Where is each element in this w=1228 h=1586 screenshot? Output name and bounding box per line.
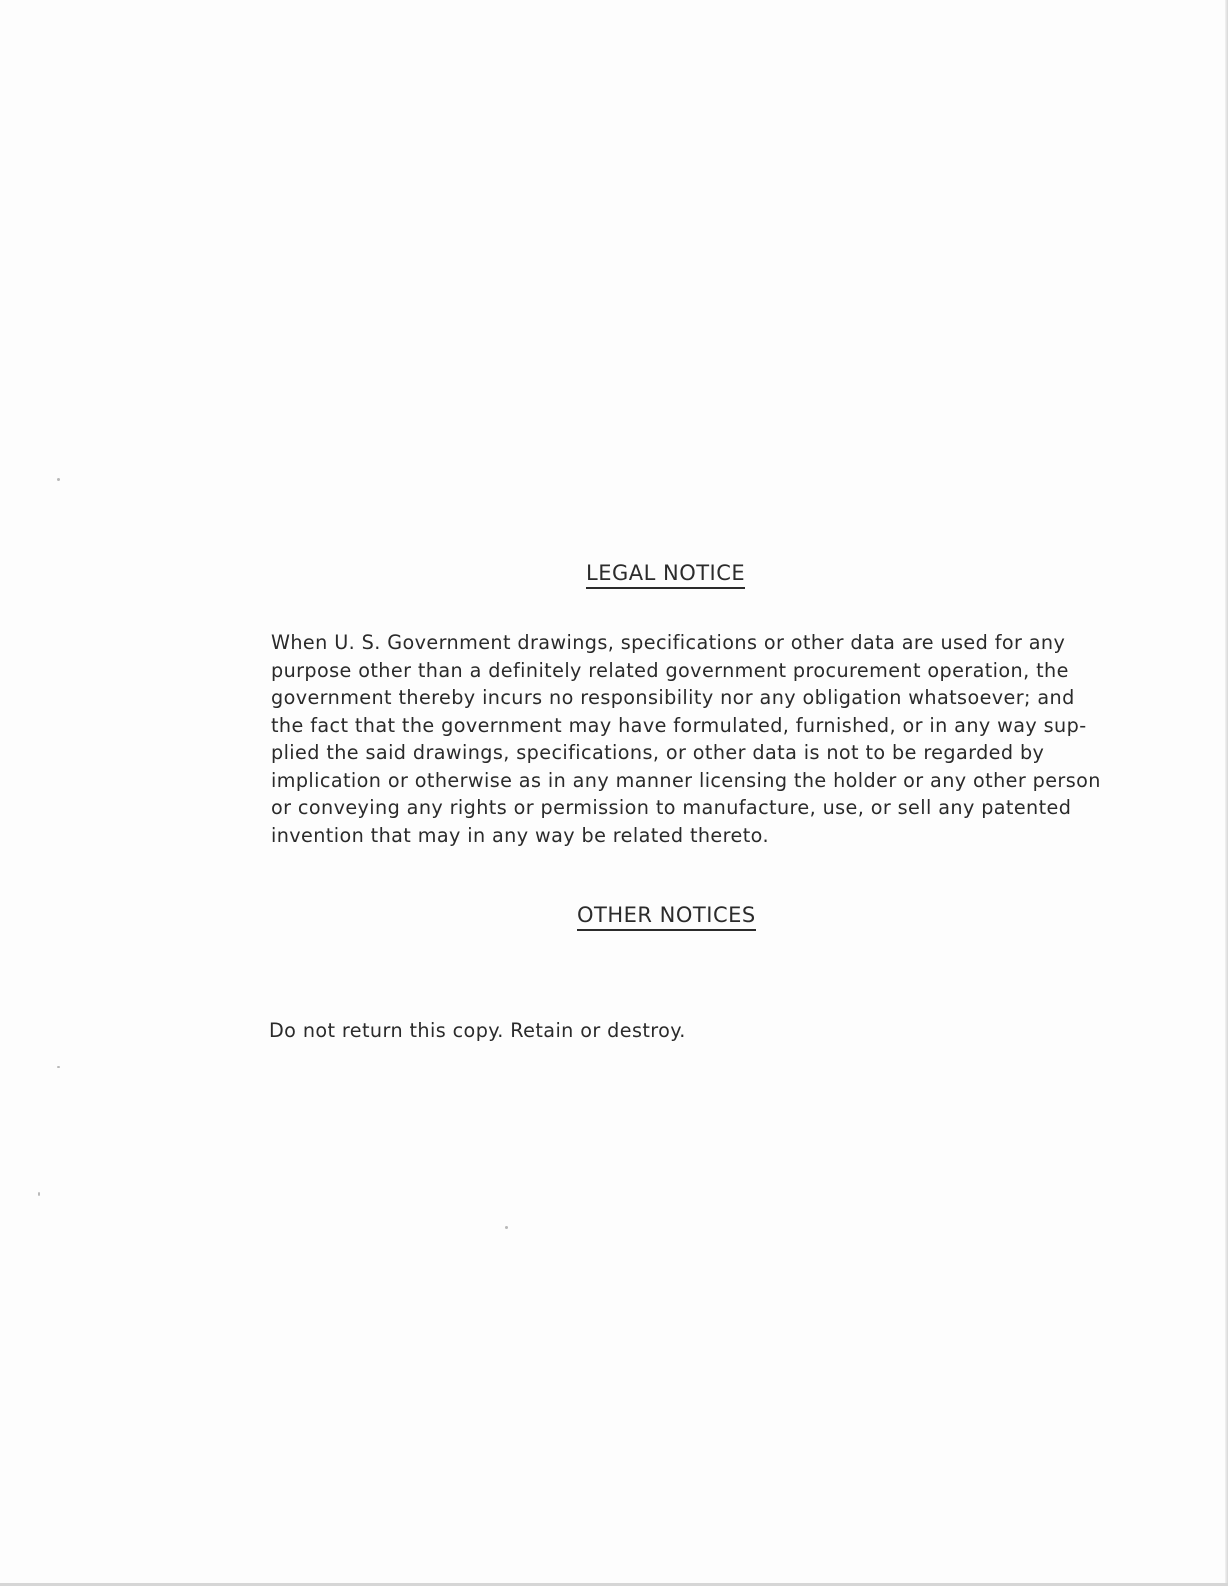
legal-notice-body xyxy=(271,629,1131,849)
other-notices-body: Do not return this copy. Retain or destroy. xyxy=(269,1019,686,1042)
scan-speck xyxy=(57,478,60,481)
legal-notice-line: the fact that the government may have formulated, furnished, or in any way sup- xyxy=(271,713,1087,737)
legal-notice-heading: LEGAL NOTICE xyxy=(586,561,745,589)
other-notices-heading: OTHER NOTICES xyxy=(577,903,756,931)
legal-notice-line: government thereby incurs no responsibility nor any obligation whatsoever; and xyxy=(271,686,1075,709)
legal-notice-line: invention that may in any way be related thereto. xyxy=(271,823,769,847)
legal-notice-line: plied the said drawings, specifications, or other data is not to be regarded by xyxy=(271,741,1045,764)
legal-notice-line: implication or otherwise as in any manner licensing the holder or any other person xyxy=(271,768,1101,792)
legal-notice-line: or conveying any rights or permission to manufacture, use, or sell any patented xyxy=(271,796,1072,819)
scan-speck xyxy=(505,1226,508,1229)
legal-notice-line: When U. S. Government drawings, specifications or other data are used for any xyxy=(271,631,1066,654)
legal-notice-line: purpose other than a definitely related government procurement operation, the xyxy=(271,658,1069,682)
scan-speck xyxy=(57,1066,60,1068)
scan-speck xyxy=(38,1192,40,1196)
